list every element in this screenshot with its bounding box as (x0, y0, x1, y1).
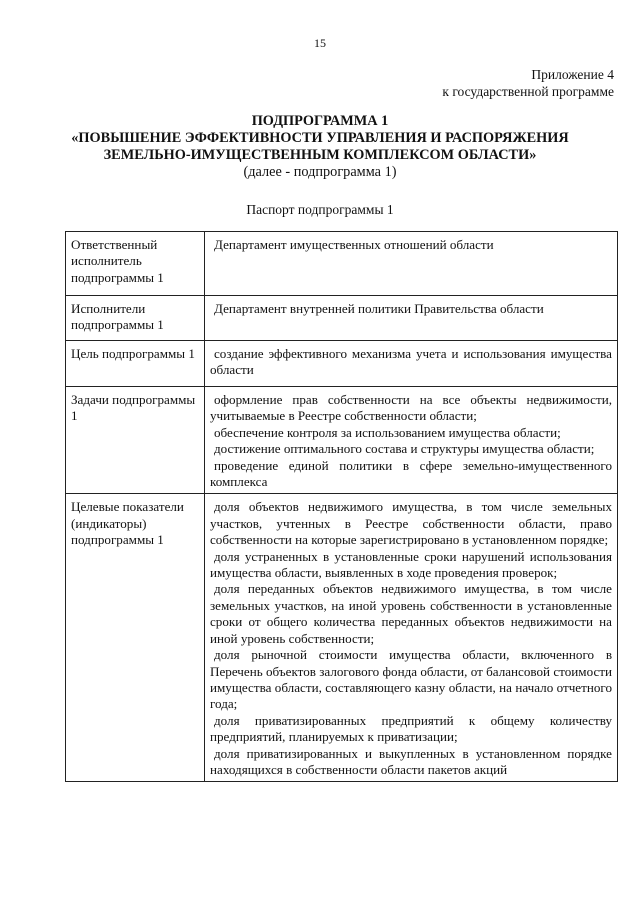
list-item: проведение единой политики в сфере земельно-имущественного комплекса (210, 457, 612, 490)
title-line-2: «ПОВЫШЕНИЕ ЭФФЕКТИВНОСТИ УПРАВЛЕНИЯ И РАСПОРЯЖЕНИЯ (71, 130, 569, 146)
list-item: достижение оптимального состава и структуры имущества области; (214, 441, 595, 457)
list-item: доля переданных объектов недвижимого имущества, в том числе земельных участков, на иной уровень собственности в установленные сроки от общего количества переданных объектов недвижимости на иной уровень собственности; (210, 581, 612, 646)
list-item: Департамент внутренней политики Правительства области (214, 301, 544, 316)
appendix-note (354, 66, 614, 100)
passport-title: Паспорт подпрограммы 1 (246, 202, 394, 217)
row-label: Исполнители подпрограммы 1 (66, 296, 205, 341)
title-subtitle: (далее - подпрограмма 1) (243, 164, 397, 180)
row-label: Задачи подпрограммы 1 (66, 387, 205, 494)
list-item: доля объектов недвижимого имущества, в том числе земельных участков, учтенных в Реестре собственности области, право собственности на которые зарегистрировано в установленном порядке; (210, 499, 612, 548)
row-label: Ответственный исполнитель подпрограммы 1 (66, 232, 205, 296)
table-row (66, 341, 618, 387)
list-item: оформление прав собственности на все объекты недвижимости, учитываемые в Реестре собственности области; (210, 392, 612, 424)
table-row (66, 296, 618, 341)
list-item: доля рыночной стоимости имущества области, включенного в Перечень объектов залогового фонда области, от балансовой стоимости имущества области, составляющего казну области, на начало отчетного года; (210, 647, 612, 712)
title-line-3: ЗЕМЕЛЬНО-ИМУЩЕСТВЕННЫМ КОМПЛЕКСОМ ОБЛАСТИ» (103, 147, 537, 163)
title-line-1: ПОДПРОГРАММА 1 (251, 113, 389, 129)
document-title (30, 113, 610, 181)
list-item: создание эффективного механизма учета и использования имущества области (210, 346, 612, 378)
row-value (205, 341, 618, 387)
list-item: доля приватизированных и выкупленных в установленном порядке находящихся в собственности области пакетов акций (210, 745, 612, 777)
page-number: 15 (314, 36, 326, 50)
passport-table (65, 231, 618, 782)
list-item: доля приватизированных предприятий к общему количеству предприятий, планируемых к приватизации; (210, 712, 612, 745)
table-row (66, 387, 618, 494)
row-value (205, 494, 618, 782)
row-label: Целевые показатели (индикаторы) подпрограммы 1 (66, 494, 205, 782)
list-item: обеспечение контроля за использованием имущества области; (214, 424, 561, 440)
list-item: доля устраненных в установленные сроки нарушений использования имущества области, выявленных в ходе проведения проверок; (210, 548, 612, 581)
row-value (205, 296, 618, 341)
row-label: Цель подпрограммы 1 (66, 341, 205, 387)
row-value (205, 387, 618, 494)
appendix-line-1: Приложение 4 (531, 67, 614, 82)
table-row (66, 494, 618, 782)
row-value (205, 232, 618, 296)
list-item: Департамент имущественных отношений области (214, 237, 494, 252)
table-row (66, 232, 618, 296)
appendix-line-2: к государственной программе (442, 84, 614, 99)
